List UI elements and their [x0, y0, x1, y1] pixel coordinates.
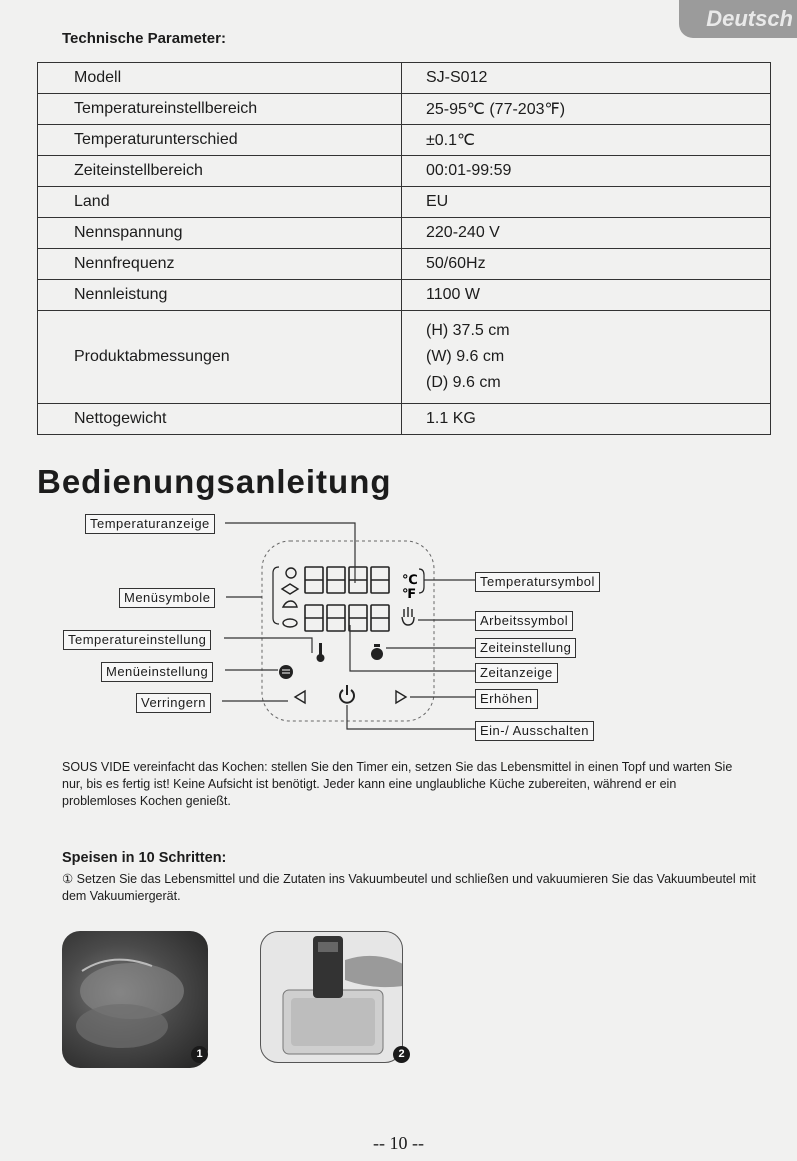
- param-value: 1.1 KG: [402, 404, 771, 435]
- photo-badge-2: 2: [393, 1046, 410, 1063]
- param-label: Land: [38, 187, 402, 218]
- photo-device-in-container: [260, 931, 403, 1063]
- step-1-text: ① Setzen Sie das Lebensmittel und die Zutaten ins Vakuumbeutel und schließen und vakuumieren Sie das Vakuumbeutel mit dem Vakuumiergerät.: [62, 872, 756, 903]
- table-row: [38, 218, 771, 249]
- intro-paragraph: SOUS VIDE vereinfacht das Kochen: stellen Sie den Timer ein, setzen Sie das Lebensmittel in einen Topf und warten Sie nur, bis es fertig ist! Keine Aufsicht ist benötigt. Jeder kann eine unglaubliche Küche zubereiten, während er ein problemloses Kochen genießt.: [62, 760, 733, 808]
- thermometer-icon: [317, 643, 325, 662]
- language-tab: Deutsch: [679, 0, 797, 38]
- steps-heading: Speisen in 10 Schritten:: [62, 850, 227, 866]
- photo-food-vacuum-bag: [62, 931, 208, 1068]
- table-row: [38, 63, 771, 94]
- callout-temperatureinstellung: Temperatureinstellung: [63, 630, 211, 650]
- table-row: [38, 311, 771, 404]
- unit-bracket: [419, 569, 424, 593]
- increase-icon: [396, 691, 406, 703]
- callout-zeitanzeige: Zeitanzeige: [475, 663, 558, 683]
- temperature-display: [305, 567, 389, 593]
- param-value: 00:01-99:59: [402, 156, 771, 187]
- menu-bracket: [273, 567, 279, 624]
- callout-menueeinstellung: Menüeinstellung: [101, 662, 213, 682]
- param-label: Produktabmessungen: [38, 311, 402, 404]
- menu-button-icon: [279, 665, 293, 679]
- param-value: EU: [402, 187, 771, 218]
- callout-verringern: Verringern: [136, 693, 211, 713]
- menu-symbols-icon: [282, 568, 298, 627]
- param-value: 220-240 V: [402, 218, 771, 249]
- param-value: 25-95℃ (77-203℉): [402, 94, 771, 125]
- callout-ein-aus: Ein-/ Ausschalten: [475, 721, 594, 741]
- timer-icon: [371, 644, 383, 660]
- param-label: Zeiteinstellbereich: [38, 156, 402, 187]
- tech-params-heading: Technische Parameter:: [62, 30, 226, 47]
- table-row: [38, 249, 771, 280]
- callout-temperatursymbol: Temperatursymbol: [475, 572, 600, 592]
- param-label: Nennspannung: [38, 218, 402, 249]
- param-value: SJ-S012: [402, 63, 771, 94]
- param-label: Nettogewicht: [38, 404, 402, 435]
- callout-zeiteinstellung: Zeiteinstellung: [475, 638, 576, 658]
- page-number: -- 10 --: [373, 1133, 424, 1153]
- param-value: 50/60Hz: [402, 249, 771, 280]
- callout-menuesymbole: Menüsymbole: [119, 588, 215, 608]
- table-row: [38, 94, 771, 125]
- table-row: [38, 404, 771, 435]
- param-label: Nennleistung: [38, 280, 402, 311]
- dimension-width: (W) 9.6 cm: [426, 348, 505, 365]
- callout-temperaturanzeige: Temperaturanzeige: [85, 514, 215, 534]
- power-icon: [340, 685, 354, 703]
- callout-arbeitssymbol: Arbeitssymbol: [475, 611, 573, 631]
- dimension-depth: (D) 9.6 cm: [426, 374, 501, 391]
- celsius-symbol: ℃: [402, 573, 418, 588]
- tech-params-table: [37, 62, 771, 435]
- work-symbol-icon: [402, 607, 414, 625]
- param-label: Modell: [38, 63, 402, 94]
- dimension-height: (H) 37.5 cm: [426, 322, 510, 339]
- table-row: [38, 156, 771, 187]
- param-label: Temperaturunterschied: [38, 125, 402, 156]
- param-label: Temperatureinstellbereich: [38, 94, 402, 125]
- callout-erhoehen: Erhöhen: [475, 689, 538, 709]
- table-row: [38, 187, 771, 218]
- fahrenheit-symbol: ℉: [402, 587, 417, 602]
- manual-title: Bedienungsanleitung: [37, 463, 392, 500]
- table-row: [38, 125, 771, 156]
- param-value: [402, 311, 771, 404]
- table-row: [38, 280, 771, 311]
- control-panel-diagram: [0, 505, 797, 745]
- param-value: 1100 W: [402, 280, 771, 311]
- time-display: [305, 605, 389, 631]
- param-value: ±0.1℃: [402, 125, 771, 156]
- decrease-icon: [295, 691, 305, 703]
- param-label: Nennfrequenz: [38, 249, 402, 280]
- photo-badge-1: 1: [191, 1046, 208, 1063]
